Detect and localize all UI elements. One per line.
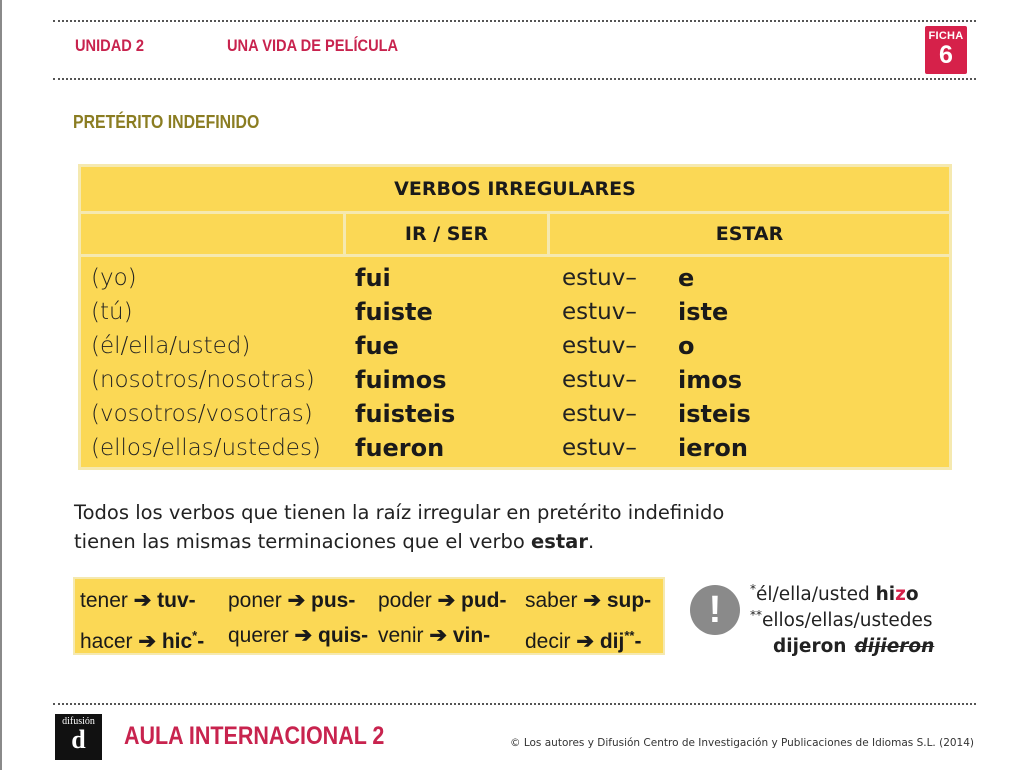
verb-stem: quis- [318, 624, 369, 647]
copyright-text: © Los autores y Difusión Centro de Investigación y Publicaciones de Idiomas S.L. (2014) [510, 737, 975, 749]
footnote-mark: ** [624, 628, 635, 643]
stem-hyphen: - [197, 630, 205, 653]
note-line-2 [74, 527, 774, 556]
ir-ser-cell: fuisteis [355, 400, 456, 428]
arrow-right-icon: ➔ [437, 589, 456, 612]
verb-infinitive: hacer [80, 630, 133, 653]
verb-stem: pus- [311, 589, 356, 612]
stem-item [525, 583, 651, 619]
verb-infinitive: saber [525, 589, 578, 612]
section-title: PRETÉRITO INDEFINIDO [73, 112, 260, 132]
exclamation-icon: ! [690, 585, 740, 635]
highlight-part: hi [875, 584, 896, 605]
stem-item [525, 618, 641, 660]
note-period: . [587, 530, 595, 553]
footnote-2-forms [773, 636, 934, 657]
ir-ser-cell: fuimos [355, 366, 447, 394]
page-left-border [0, 0, 2, 770]
verb-infinitive: querer [228, 624, 289, 647]
stem-item [228, 583, 355, 619]
ending-cell: isteis [678, 400, 751, 428]
verb-stem [162, 630, 204, 653]
verb-table [78, 164, 952, 470]
ending-cell: o [678, 332, 695, 360]
verb-infinitive: decir [525, 630, 571, 653]
stem-hyphen: - [634, 630, 642, 653]
unit-label: UNIDAD 2 [75, 36, 145, 55]
ficha-number: 6 [939, 41, 953, 69]
footnote-mark: * [192, 628, 198, 643]
header-bottom-divider [53, 78, 976, 80]
incorrect-form: dijieron [854, 636, 935, 657]
pronoun-cell: (tú) [91, 299, 133, 325]
highlight-red-letter: z [895, 584, 906, 605]
ir-ser-cell: fui [355, 264, 391, 292]
stem-cell: estuv– [562, 401, 637, 427]
ending-cell: iste [678, 298, 729, 326]
stem-cell: estuv– [562, 367, 637, 393]
verb-infinitive: tener [80, 589, 128, 612]
footnote-mark: * [750, 582, 756, 596]
estar-ending-column [678, 261, 751, 465]
stem-cell: estuv– [562, 333, 637, 359]
ending-cell: ieron [678, 434, 748, 462]
logo-word: difusión [62, 716, 95, 727]
verb-stem: pud- [461, 589, 507, 612]
verb-infinitive: poner [228, 589, 282, 612]
ir-ser-cell: fueron [355, 434, 445, 462]
footnote-text: ellos/ellas/ustedes [762, 610, 933, 631]
unit-title: UNA VIDA DE PELÍCULA [227, 36, 399, 55]
arrow-right-icon: ➔ [133, 589, 152, 612]
stem-text: hic [161, 630, 193, 653]
logo-letter: d [71, 725, 86, 754]
header-estar: ESTAR [715, 223, 784, 245]
ficha-badge [925, 26, 967, 74]
footnote-2 [750, 608, 932, 631]
verb-stem [600, 630, 642, 653]
stem-item [378, 583, 507, 619]
stem-item [80, 618, 204, 660]
table-divider [81, 254, 949, 257]
note-text: tienen las mismas terminaciones que el verbo [74, 530, 532, 553]
estar-stem-column [562, 261, 637, 465]
verb-infinitive: venir [378, 624, 424, 647]
header-top-divider [53, 20, 976, 22]
stem-item [378, 618, 490, 654]
note-line-1: Todos los verbos que tienen la raíz irregular en pretérito indefinido [74, 501, 725, 524]
pronoun-cell: (vosotros/vosotras) [91, 401, 313, 427]
explanation-note [74, 498, 774, 556]
book-title: AULA INTERNACIONAL 2 [124, 722, 385, 750]
ir-ser-cell: fuiste [355, 298, 433, 326]
stem-cell: estuv– [562, 435, 637, 461]
footnote-highlight [876, 584, 919, 605]
stem-item [228, 618, 368, 654]
ending-cell: imos [678, 366, 743, 394]
verb-stem: vin- [452, 624, 491, 647]
stem-text: dij [599, 630, 625, 653]
pronoun-cell: (yo) [91, 265, 137, 291]
ir-ser-column [355, 261, 455, 465]
correct-form: dijeron [773, 636, 847, 657]
arrow-right-icon: ➔ [576, 630, 594, 653]
footnote-mark: ** [750, 608, 762, 622]
table-title: VERBOS IRREGULARES [81, 167, 949, 214]
pronoun-cell: (nosotros/nosotras) [91, 367, 315, 393]
arrow-right-icon: ➔ [429, 624, 447, 647]
ir-ser-cell: fue [355, 332, 399, 360]
footer-divider [53, 703, 976, 705]
note-keyword: estar [531, 530, 588, 553]
arrow-right-icon: ➔ [138, 630, 156, 653]
stem-item [80, 583, 196, 619]
verb-stem: tuv- [157, 589, 196, 612]
pronoun-column [91, 261, 321, 465]
stem-cell: estuv– [562, 299, 637, 325]
stem-cell: estuv– [562, 265, 637, 291]
footnote-1 [750, 582, 919, 605]
verb-infinitive: poder [378, 589, 432, 612]
header-ir-ser: IR / SER [404, 223, 489, 245]
ficha-label: FICHA [928, 30, 964, 42]
arrow-right-icon: ➔ [287, 589, 306, 612]
highlight-part: o [905, 584, 919, 605]
pronoun-cell: (ellos/ellas/ustedes) [91, 435, 321, 461]
irregular-stems-box [73, 577, 665, 655]
arrow-right-icon: ➔ [294, 624, 313, 647]
verb-stem: sup- [606, 589, 652, 612]
arrow-right-icon: ➔ [583, 589, 601, 612]
publisher-logo [55, 714, 102, 760]
pronoun-cell: (él/ella/usted) [91, 333, 251, 359]
footnote-text: él/ella/usted [756, 584, 876, 605]
ending-cell: e [678, 264, 695, 292]
